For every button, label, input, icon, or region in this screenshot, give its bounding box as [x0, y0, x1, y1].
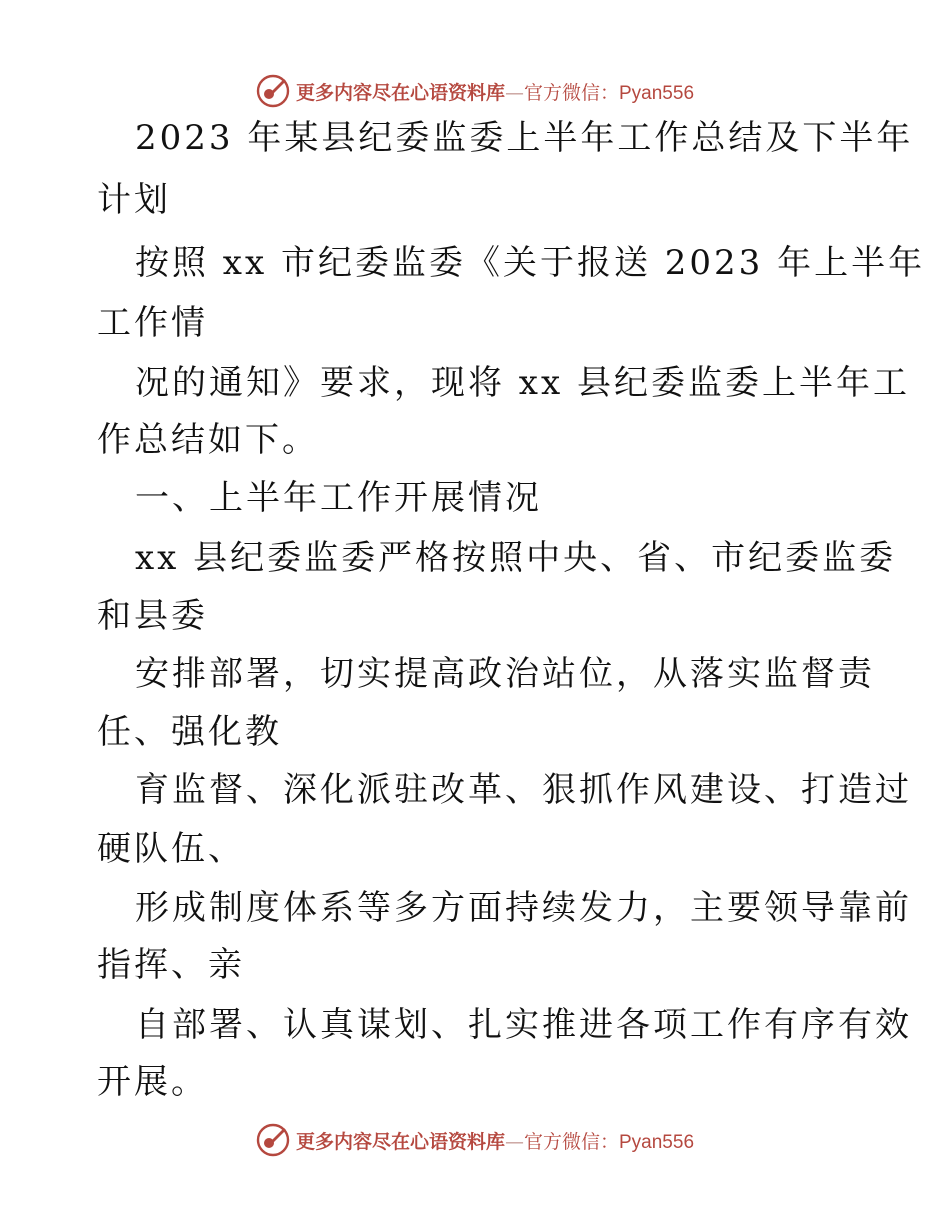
title-line-2: 计划	[97, 180, 171, 220]
paragraph-line: 况的通知》要求，现将 xx 县纪委监委上半年工	[135, 363, 910, 403]
section-heading: 一、上半年工作开展情况	[135, 478, 542, 518]
paragraph-line: 和县委	[97, 596, 208, 636]
watermark-separator: —	[504, 1130, 524, 1153]
watermark-official: 官方微信：	[523, 81, 619, 104]
watermark-separator: —	[504, 81, 524, 104]
paragraph-line: xx 县纪委监委严格按照中央、省、市纪委监委	[135, 538, 897, 578]
watermark-text	[296, 1127, 694, 1154]
watermark-id: Pyan556	[619, 1131, 695, 1153]
paragraph-line: 自部署、认真谋划、扎实推进各项工作有序有效	[135, 1005, 912, 1045]
paragraph-line: 硬队伍、	[97, 829, 245, 869]
title-line-1: 2023 年某县纪委监委上半年工作总结及下半年	[135, 118, 914, 158]
paragraph-line: 开展。	[97, 1062, 208, 1102]
logo-icon	[256, 74, 290, 108]
watermark-brand: 更多内容尽在心语资料库	[295, 81, 505, 104]
watermark-brand: 更多内容尽在心语资料库	[295, 1130, 505, 1153]
paragraph-line: 育监督、深化派驻改革、狠抓作风建设、打造过	[135, 770, 912, 810]
watermark-id: Pyan556	[619, 82, 695, 104]
paragraph-line: 指挥、亲	[97, 945, 245, 985]
header-watermark	[0, 71, 950, 111]
footer-watermark	[0, 1120, 950, 1160]
paragraph-line: 形成制度体系等多方面持续发力，主要领导靠前	[135, 888, 912, 928]
logo-icon	[256, 1123, 290, 1157]
paragraph-line: 作总结如下。	[97, 420, 319, 460]
paragraph-line: 工作情	[97, 303, 208, 343]
paragraph-line: 安排部署，切实提高政治站位，从落实监督责	[135, 654, 875, 694]
watermark-official: 官方微信：	[523, 1130, 619, 1153]
watermark-text	[296, 78, 694, 105]
paragraph-line: 任、强化教	[97, 712, 282, 752]
paragraph-line: 按照 xx 市纪委监委《关于报送 2023 年上半年	[135, 243, 926, 283]
